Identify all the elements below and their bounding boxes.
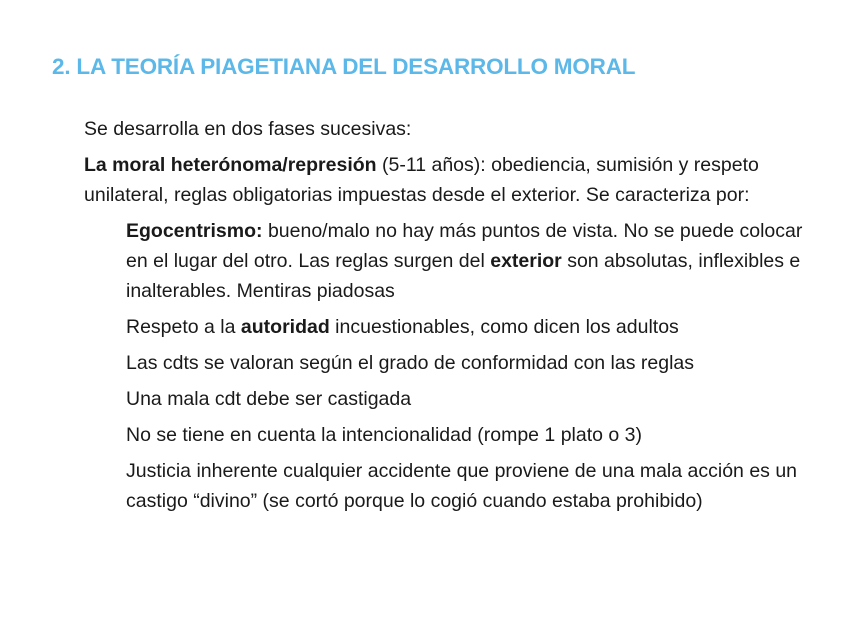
heteronomous-moral-paragraph: [84, 150, 824, 210]
bullet-egocentrism: [126, 216, 824, 306]
heteronomous-moral-description: (5-11 años): obediencia, sumisión y respeto unilateral, reglas obligatorias impuestas desde el exterior. Se caracteriza por:: [84, 154, 759, 206]
bullet-punishment: Una mala cdt debe ser castigada: [126, 388, 412, 410]
heteronomous-moral-term: La moral heterónoma/represión: [84, 154, 377, 176]
slide-body: [84, 114, 824, 522]
bullet-intention: No se tiene en cuenta la intencionalidad (rompe 1 plato o 3): [126, 424, 642, 446]
egocentrism-text-1: bueno/malo no hay más puntos de vista. No se puede colocar en el lugar del otro. Las reglas surgen del: [126, 220, 803, 272]
bullet-conformity: Las cdts se valoran según el grado de conformidad con las reglas: [126, 352, 695, 374]
egocentrism-text-2: son absolutas, inflexibles e inalterables. Mentiras piadosas: [126, 250, 801, 302]
authority-text-pre: Respeto a la: [126, 316, 241, 338]
bullet-authority: [126, 312, 824, 342]
authority-text-post: incuestionables, como dicen los adultos: [329, 316, 679, 338]
bullet-justice: Justicia inherente cualquier accidente que proviene de una mala acción es un castigo “divino” (se cortó porque lo cogió cuando estaba prohibido): [126, 460, 798, 512]
slide-title: 2. LA TEORÍA PIAGETIANA DEL DESARROLLO MORAL: [52, 54, 636, 79]
intro-text: Se desarrolla en dos fases sucesivas:: [84, 118, 412, 140]
egocentrism-exterior-term: exterior: [490, 250, 562, 272]
authority-term: autoridad: [240, 316, 330, 338]
egocentrism-term: Egocentrismo:: [126, 220, 263, 242]
